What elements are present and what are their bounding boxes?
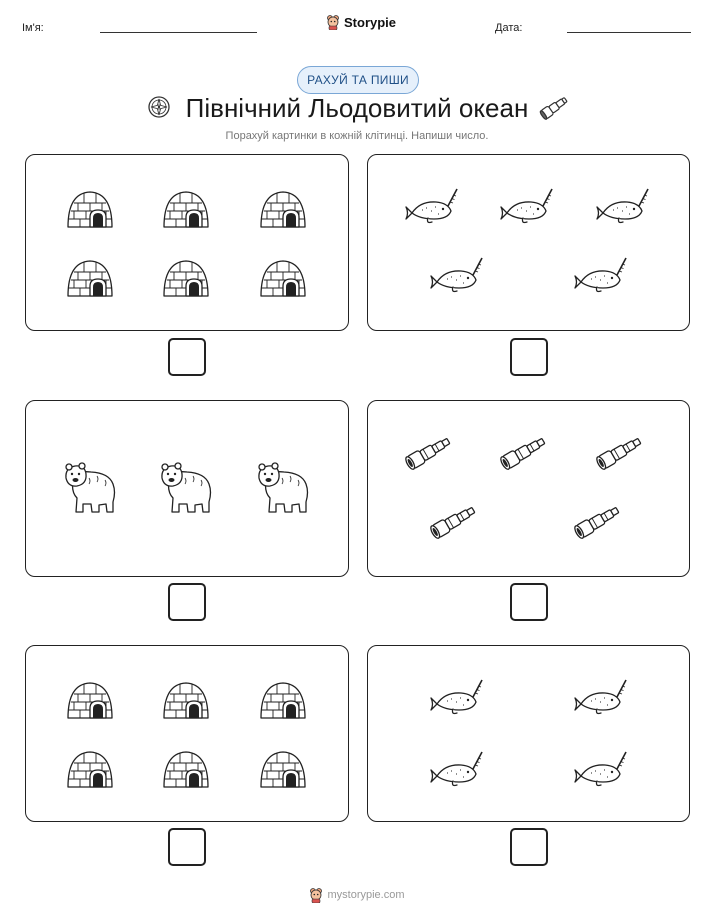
footer [0,887,714,903]
date-line[interactable] [567,32,691,33]
igloo-picture [160,678,212,720]
narwhal-picture [429,254,483,294]
storypie-mascot-icon [326,14,340,30]
answer-box-5[interactable] [168,828,206,866]
telescope-picture [572,501,628,539]
igloo-picture [257,678,309,720]
page-title: Північний Льодовитий океан [185,93,529,123]
answer-box-1[interactable] [168,338,206,376]
narwhal-picture [595,185,649,225]
narwhal-picture [499,185,553,225]
igloo-picture [257,256,309,298]
narwhal-picture [573,676,627,716]
count-card-6 [367,645,690,822]
igloo-picture [257,187,309,229]
footer-url: mystorypie.com [327,889,405,901]
igloo-picture [64,678,116,720]
igloo-picture [257,747,309,789]
brand-logo [326,14,396,30]
narwhal-picture [573,748,627,788]
telescope-picture [498,432,554,470]
count-card-4 [367,400,690,577]
answer-box-6[interactable] [510,828,548,866]
narwhal-picture [429,676,483,716]
telescope-picture [403,432,459,470]
polar-bear-picture [61,458,119,516]
telescope-picture [594,432,650,470]
name-label: Ім'я: [22,22,44,34]
igloo-picture [64,747,116,789]
date-label: Дата: [495,22,523,34]
answer-box-3[interactable] [168,583,206,621]
answer-box-4[interactable] [510,583,548,621]
answer-box-2[interactable] [510,338,548,376]
activity-badge: РАХУЙ ТА ПИШИ [297,66,419,94]
instructions: Порахуй картинки в кожній клітинці. Напиши число. [225,130,489,142]
polar-bear-picture [254,458,312,516]
igloo-picture [160,747,212,789]
igloo-picture [160,187,212,229]
telescope-picture [428,501,484,539]
telescope-icon [538,92,572,122]
storypie-mascot-icon [309,887,323,903]
igloo-picture [64,256,116,298]
count-card-5 [25,645,349,822]
igloo-picture [160,256,212,298]
name-line[interactable] [100,32,257,33]
count-card-2 [367,154,690,331]
narwhal-picture [573,254,627,294]
brand-name: Storypie [344,14,397,30]
count-card-1 [25,154,349,331]
narwhal-picture [404,185,458,225]
polar-bear-picture [157,458,215,516]
narwhal-picture [429,748,483,788]
igloo-picture [64,187,116,229]
